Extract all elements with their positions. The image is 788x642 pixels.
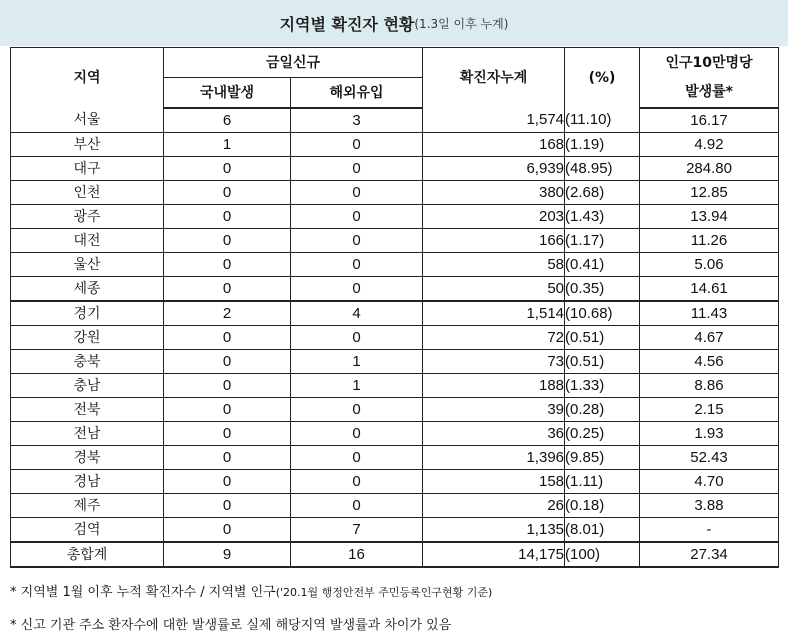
percent-cell: (10.68) bbox=[565, 301, 640, 326]
header-today-new: 금일신규 bbox=[164, 48, 423, 78]
domestic-cell: 0 bbox=[164, 229, 291, 253]
domestic-cell: 0 bbox=[164, 181, 291, 205]
rate-cell: 4.70 bbox=[640, 470, 779, 494]
header-percent: (%) bbox=[565, 48, 640, 109]
table-row bbox=[11, 446, 779, 470]
footnote-2: * 신고 기관 주소 환자수에 대한 발생률로 실제 해당지역 발생률과 차이가 있음 bbox=[10, 618, 452, 633]
domestic-cell: 2 bbox=[164, 301, 291, 326]
table-row bbox=[11, 350, 779, 374]
domestic-cell: 0 bbox=[164, 157, 291, 181]
cumulative-cell: 168 bbox=[423, 133, 565, 157]
footnote-1 bbox=[10, 581, 492, 600]
domestic-cell: 0 bbox=[164, 253, 291, 277]
footnote-1-main: * 지역별 1월 이후 누적 확진자수 / 지역별 인구 bbox=[10, 585, 276, 600]
rate-cell: 5.06 bbox=[640, 253, 779, 277]
cumulative-cell: 203 bbox=[423, 205, 565, 229]
rate-cell: 1.93 bbox=[640, 422, 779, 446]
overseas-cell: 0 bbox=[291, 446, 423, 470]
overseas-cell: 0 bbox=[291, 229, 423, 253]
table-row bbox=[11, 398, 779, 422]
overseas-cell: 0 bbox=[291, 277, 423, 302]
percent-cell: (1.11) bbox=[565, 470, 640, 494]
overseas-cell: 7 bbox=[291, 518, 423, 543]
region-cell: 광주 bbox=[11, 205, 164, 229]
table-row bbox=[11, 181, 779, 205]
table-row bbox=[11, 229, 779, 253]
cumulative-cell: 6,939 bbox=[423, 157, 565, 181]
region-cell: 경북 bbox=[11, 446, 164, 470]
region-cell: 세종 bbox=[11, 277, 164, 302]
cumulative-cell: 58 bbox=[423, 253, 565, 277]
domestic-cell: 0 bbox=[164, 470, 291, 494]
cumulative-cell: 26 bbox=[423, 494, 565, 518]
region-cell: 총합계 bbox=[11, 542, 164, 567]
domestic-cell: 1 bbox=[164, 133, 291, 157]
region-cell: 제주 bbox=[11, 494, 164, 518]
cumulative-cell: 1,574 bbox=[423, 108, 565, 133]
table-row bbox=[11, 205, 779, 229]
rate-cell: 52.43 bbox=[640, 446, 779, 470]
region-cell: 대구 bbox=[11, 157, 164, 181]
percent-cell: (0.41) bbox=[565, 253, 640, 277]
table-subtitle: (1.3일 이후 누계) bbox=[414, 16, 509, 31]
table-row bbox=[11, 422, 779, 446]
header-overseas: 해외유입 bbox=[291, 78, 423, 109]
rate-cell: 8.86 bbox=[640, 374, 779, 398]
cumulative-cell: 39 bbox=[423, 398, 565, 422]
overseas-cell: 0 bbox=[291, 398, 423, 422]
rate-cell: 12.85 bbox=[640, 181, 779, 205]
percent-cell: (48.95) bbox=[565, 157, 640, 181]
overseas-cell: 0 bbox=[291, 470, 423, 494]
percent-cell: (11.10) bbox=[565, 108, 640, 133]
header-domestic: 국내발생 bbox=[164, 78, 291, 109]
region-cell: 경기 bbox=[11, 301, 164, 326]
overseas-cell: 0 bbox=[291, 157, 423, 181]
region-cell: 강원 bbox=[11, 326, 164, 350]
table-body bbox=[11, 108, 779, 567]
percent-cell: (0.28) bbox=[565, 398, 640, 422]
percent-cell: (0.35) bbox=[565, 277, 640, 302]
overseas-cell: 0 bbox=[291, 494, 423, 518]
regional-cases-table bbox=[10, 47, 779, 568]
footnote-1-source: ('20.1월 행정안전부 주민등록인구현황 기준) bbox=[275, 586, 493, 599]
domestic-cell: 0 bbox=[164, 398, 291, 422]
region-cell: 전북 bbox=[11, 398, 164, 422]
percent-cell: (1.17) bbox=[565, 229, 640, 253]
rate-cell: 2.15 bbox=[640, 398, 779, 422]
overseas-cell: 0 bbox=[291, 133, 423, 157]
overseas-cell: 0 bbox=[291, 205, 423, 229]
domestic-cell: 0 bbox=[164, 422, 291, 446]
region-cell: 충남 bbox=[11, 374, 164, 398]
rate-cell: 4.67 bbox=[640, 326, 779, 350]
table-row bbox=[11, 374, 779, 398]
overseas-cell: 0 bbox=[291, 422, 423, 446]
table-row bbox=[11, 494, 779, 518]
rate-cell: 11.26 bbox=[640, 229, 779, 253]
rate-cell: 14.61 bbox=[640, 277, 779, 302]
cumulative-cell: 166 bbox=[423, 229, 565, 253]
table-row bbox=[11, 277, 779, 302]
overseas-cell: 4 bbox=[291, 301, 423, 326]
rate-cell: 11.43 bbox=[640, 301, 779, 326]
rate-cell: 27.34 bbox=[640, 542, 779, 567]
table-title-bar bbox=[0, 0, 788, 46]
percent-cell: (0.51) bbox=[565, 326, 640, 350]
table-row bbox=[11, 470, 779, 494]
overseas-cell: 3 bbox=[291, 108, 423, 133]
table-row bbox=[11, 157, 779, 181]
rate-cell: - bbox=[640, 518, 779, 543]
cumulative-cell: 1,135 bbox=[423, 518, 565, 543]
table-title: 지역별 확진자 현황 bbox=[279, 14, 415, 34]
region-cell: 울산 bbox=[11, 253, 164, 277]
percent-cell: (2.68) bbox=[565, 181, 640, 205]
domestic-cell: 9 bbox=[164, 542, 291, 567]
percent-cell: (100) bbox=[565, 542, 640, 567]
domestic-cell: 6 bbox=[164, 108, 291, 133]
cumulative-cell: 73 bbox=[423, 350, 565, 374]
header-rate-line1: 인구10만명당 bbox=[640, 48, 779, 78]
overseas-cell: 0 bbox=[291, 181, 423, 205]
rate-cell: 3.88 bbox=[640, 494, 779, 518]
cumulative-cell: 50 bbox=[423, 277, 565, 302]
cumulative-cell: 14,175 bbox=[423, 542, 565, 567]
cumulative-cell: 1,396 bbox=[423, 446, 565, 470]
header-cumulative: 확진자누계 bbox=[423, 48, 565, 109]
table-row bbox=[11, 253, 779, 277]
table-row bbox=[11, 326, 779, 350]
overseas-cell: 0 bbox=[291, 326, 423, 350]
percent-cell: (1.33) bbox=[565, 374, 640, 398]
overseas-cell: 1 bbox=[291, 374, 423, 398]
rate-cell: 4.92 bbox=[640, 133, 779, 157]
percent-cell: (0.18) bbox=[565, 494, 640, 518]
region-cell: 검역 bbox=[11, 518, 164, 543]
domestic-cell: 0 bbox=[164, 350, 291, 374]
cumulative-cell: 158 bbox=[423, 470, 565, 494]
percent-cell: (8.01) bbox=[565, 518, 640, 543]
region-cell: 인천 bbox=[11, 181, 164, 205]
cumulative-cell: 72 bbox=[423, 326, 565, 350]
overseas-cell: 0 bbox=[291, 253, 423, 277]
region-cell: 경남 bbox=[11, 470, 164, 494]
region-cell: 충북 bbox=[11, 350, 164, 374]
total-row bbox=[11, 542, 779, 567]
table-row bbox=[11, 518, 779, 543]
percent-cell: (1.43) bbox=[565, 205, 640, 229]
header-rate-line2: 발생률* bbox=[640, 78, 779, 109]
table-row bbox=[11, 301, 779, 326]
table-row bbox=[11, 108, 779, 133]
cumulative-cell: 380 bbox=[423, 181, 565, 205]
percent-cell: (9.85) bbox=[565, 446, 640, 470]
domestic-cell: 0 bbox=[164, 446, 291, 470]
cumulative-cell: 36 bbox=[423, 422, 565, 446]
percent-cell: (0.51) bbox=[565, 350, 640, 374]
region-cell: 부산 bbox=[11, 133, 164, 157]
region-cell: 대전 bbox=[11, 229, 164, 253]
percent-cell: (1.19) bbox=[565, 133, 640, 157]
region-cell: 전남 bbox=[11, 422, 164, 446]
domestic-cell: 0 bbox=[164, 326, 291, 350]
domestic-cell: 0 bbox=[164, 205, 291, 229]
region-cell: 서울 bbox=[11, 108, 164, 133]
overseas-cell: 16 bbox=[291, 542, 423, 567]
domestic-cell: 0 bbox=[164, 374, 291, 398]
percent-cell: (0.25) bbox=[565, 422, 640, 446]
header-region: 지역 bbox=[11, 48, 164, 109]
rate-cell: 16.17 bbox=[640, 108, 779, 133]
overseas-cell: 1 bbox=[291, 350, 423, 374]
cumulative-cell: 1,514 bbox=[423, 301, 565, 326]
domestic-cell: 0 bbox=[164, 277, 291, 302]
cumulative-cell: 188 bbox=[423, 374, 565, 398]
table-row bbox=[11, 133, 779, 157]
domestic-cell: 0 bbox=[164, 518, 291, 543]
rate-cell: 4.56 bbox=[640, 350, 779, 374]
domestic-cell: 0 bbox=[164, 494, 291, 518]
rate-cell: 284.80 bbox=[640, 157, 779, 181]
rate-cell: 13.94 bbox=[640, 205, 779, 229]
